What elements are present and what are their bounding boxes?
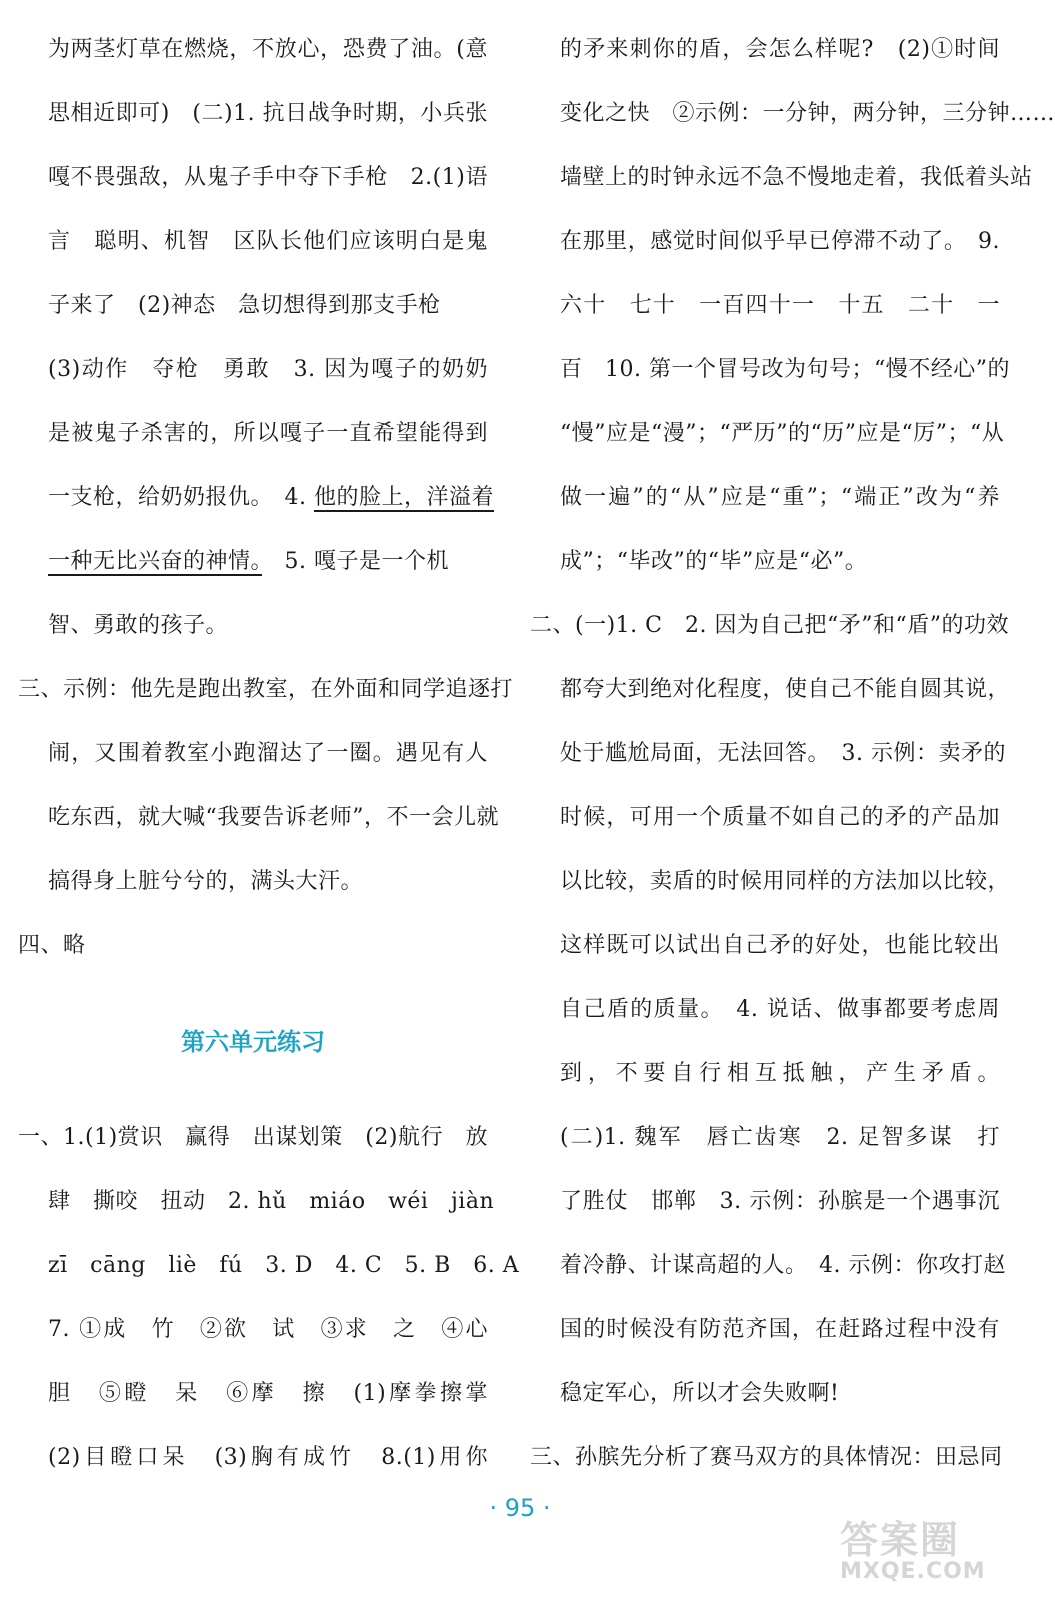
section-3-line: 三、示例：他先是跑出教室，在外面和同学追逐打 [18,677,514,702]
text-line: “慢”应是“漫”；“严历”的“历”应是“厉”；“从 [560,421,1005,446]
unit-line: 胆 ⑤瞪 呆 ⑥摩 擦 (1)摩拳擦掌 [48,1381,488,1406]
unit-line: 一、1.(1)赏识 赢得 出谋划策 (2)航行 放 [18,1125,488,1150]
watermark-logo [840,1520,1010,1586]
section-2-line: 以比较，卖盾的时候用同样的方法加以比较， [560,869,1011,894]
text-line: 嘎不畏强敌，从鬼子手中夺下手枪 2.(1)语 [48,165,488,190]
right-column [530,18,1055,1490]
section-2-line: (二)1. 魏军 唇亡齿寒 2. 足智多谋 打 [560,1125,1000,1150]
text-line: 百 10. 第一个冒号改为句号；“慢不经心”的 [560,357,1010,382]
section-2-line: 着冷静、计谋高超的人。 4. 示例：你攻打赵 [560,1253,1006,1278]
section-3-line: 吃东西，就大喊“我要告诉老师”，不一会儿就 [48,805,499,830]
unit-line: 7. ①成 竹 ②欲 试 ③求 之 ④心 [48,1317,488,1342]
text-line: 成”；“毕改”的“毕”应是“必”。 [560,549,868,574]
text-line: 子来了 (2)神态 急切想得到那支手枪 [48,293,441,318]
page-number: · 95 · [489,1494,551,1522]
underlined-answer: 他的脸上，洋溢着 [313,485,494,510]
text-line: 一支枪，给奶奶报仇。 4. 他的脸上，洋溢着 [48,485,494,510]
section-2-line: 时候，可用一个质量不如自己的矛的产品加 [560,805,1000,830]
text-line: 变化之快 ②示例：一分钟，两分钟，三分钟…… [560,101,1055,126]
watermark-bottom: MXQE.COM [840,1559,986,1584]
unit-line: 肆 撕咬 扭动 2. hǔ miáo wéi jiàn [48,1189,495,1214]
section-2-line: 二、(一)1. C 2. 因为自己把“矛”和“盾”的功效 [530,613,1009,638]
section-2-line: 自己盾的质量。 4. 说话、做事都要考虑周 [560,997,1000,1022]
unit-line: zī cāng liè fú 3. D 4. C 5. B 6. A [48,1253,520,1278]
section-2-line: 到，不要自行相互抵触，产生矛盾。 [560,1061,1000,1086]
text-line: 为两茎灯草在燃烧，不放心，恐费了油。(意 [48,37,488,62]
text-line: 墙壁上的时钟永远不急不慢地走着，我低着头站 [560,165,1033,190]
text-line: 做一遍”的“从”应是“重”；“端正”改为“养 [560,485,1000,510]
text-line: 六十 七十 一百四十一 十五 二十 一 [560,293,1000,318]
text-line: 智、勇敢的孩子。 [48,613,229,638]
text-line: 在那里，感觉时间似乎早已停滞不动了。 9. [560,229,1000,254]
section-4-line: 四、略 [18,933,86,958]
underlined-answer: 一种无比兴奋的神情。 [48,549,263,574]
unit-line: (2)目瞪口呆 (3)胸有成竹 8.(1)用你 [48,1445,488,1470]
section-2-line: 稳定军心，所以才会失败啊! [560,1381,840,1406]
section-3-line: 搞得身上脏兮兮的，满头大汗。 [48,869,364,894]
section-2-line: 了胜仗 邯郸 3. 示例：孙膑是一个遇事沉 [560,1189,1000,1214]
section-2-line: 处于尴尬局面，无法回答。 3. 示例：卖矛的 [560,741,1006,766]
text-line: 一种无比兴奋的神情。 5. 嘎子是一个机 [48,549,449,574]
left-column [18,18,520,1490]
text-line: 思相近即可) (二)1. 抗日战争时期，小兵张 [48,101,488,126]
text-line: 言 聪明、机智 区队长他们应该明白是鬼 [48,229,488,254]
section-2-line: 国的时候没有防范齐国，在赶路过程中没有 [560,1317,1000,1342]
text-line: 是被鬼子杀害的，所以嘎子一直希望能得到 [48,421,488,446]
section-2-line: 都夸大到绝对化程度，使自己不能自圆其说， [560,677,1011,702]
watermark-top: 答案圈 [840,1518,961,1562]
text-line: (3)动作 夺枪 勇敢 3. 因为嘎子的奶奶 [48,357,488,382]
section-3-line: 闹，又围着教室小跑溜达了一圈。遇见有人 [48,741,488,766]
text-line: 的矛来刺你的盾，会怎么样呢? (2)①时间 [560,37,1000,62]
section-2-line: 这样既可以试出自己矛的好处，也能比较出 [560,933,1000,958]
unit-title: 第六单元练习 [181,1028,325,1056]
section-3-line: 三、孙膑先分析了赛马双方的具体情况：田忌同 [530,1445,1003,1470]
